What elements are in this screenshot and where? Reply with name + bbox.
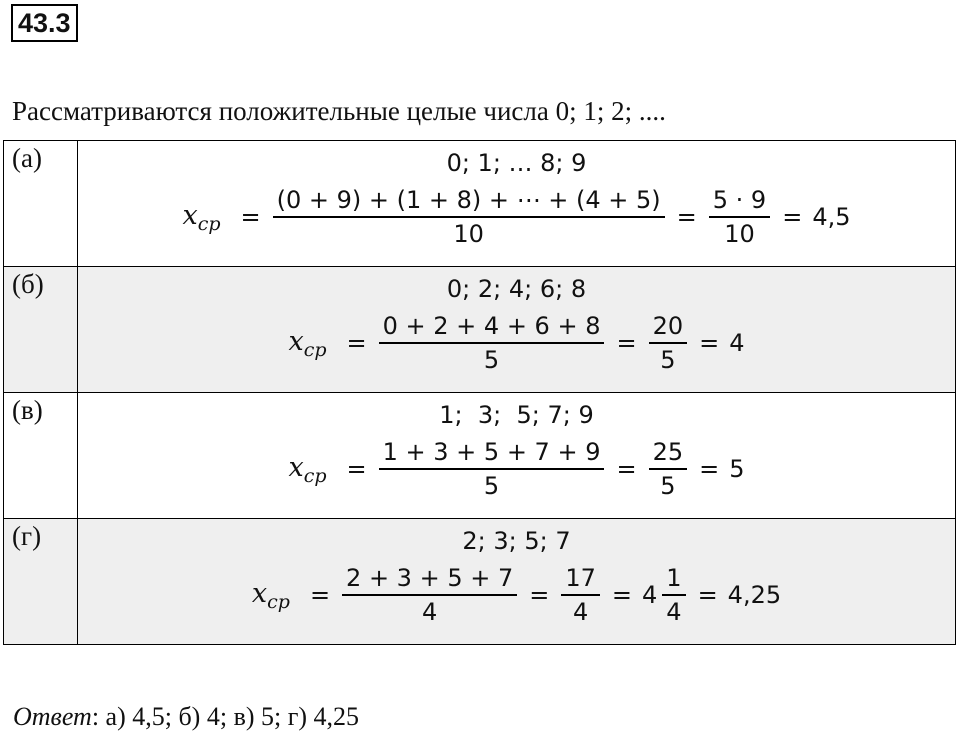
- solution-table: [3, 140, 956, 645]
- mean-result: 5: [729, 455, 745, 483]
- mean-formula: [288, 436, 744, 502]
- equals-sign: =: [346, 455, 367, 483]
- equals-sign: =: [240, 203, 261, 231]
- answer-text: : а) 4,5; б) 4; в) 5; г) 4,25: [91, 702, 360, 731]
- row-content: [78, 393, 956, 519]
- number-sequence: 0; 2; 4; 6; 8: [446, 275, 587, 303]
- simplified-fraction: [561, 562, 600, 628]
- fraction-denominator: 5: [483, 346, 500, 374]
- row-label: (г): [4, 519, 78, 645]
- simplified-fraction: [649, 436, 688, 502]
- equals-sign: =: [346, 329, 367, 357]
- equals-sign: =: [697, 581, 718, 609]
- fraction-numerator: 20: [652, 312, 684, 340]
- fraction-numerator: 1: [666, 564, 682, 592]
- row-content: [78, 519, 956, 645]
- row-label: (в): [4, 393, 78, 519]
- mixed-number: [642, 562, 688, 628]
- mean-formula: [183, 184, 851, 250]
- sum-fraction: [273, 184, 665, 250]
- mixed-whole: 4: [642, 581, 658, 609]
- fraction-denominator: 5: [660, 472, 676, 500]
- mean-formula: [288, 310, 744, 376]
- fraction-denominator: 5: [660, 346, 676, 374]
- fraction-numerator: 2 + 3 + 5 + 7: [346, 564, 514, 592]
- fraction-numerator: 17: [565, 564, 596, 592]
- problem-statement: Рассматриваются положительные целые числа 0; 1; 2; ....: [12, 96, 666, 126]
- fraction-numerator: 1 + 3 + 5 + 7 + 9: [382, 438, 601, 466]
- equals-sign: =: [782, 203, 803, 231]
- equals-sign: =: [309, 581, 331, 609]
- mixed-fraction: [662, 562, 685, 628]
- answer-label: Ответ: [13, 702, 92, 731]
- mean-symbol: $x_{cp}$: [182, 199, 221, 235]
- fraction-denominator: 4: [422, 598, 438, 626]
- equals-sign: =: [699, 455, 720, 483]
- equals-sign: =: [616, 329, 637, 357]
- mean-result: 4,5: [812, 203, 851, 231]
- table-row: [4, 393, 956, 519]
- number-sequence: 2; 3; 5; 7: [462, 527, 571, 555]
- mean-symbol: $x_{cp}$: [288, 451, 327, 487]
- equals-sign: =: [699, 329, 720, 357]
- sum-fraction: [379, 310, 605, 376]
- row-content: [78, 267, 956, 393]
- fraction-numerator: 25: [652, 438, 684, 466]
- table-row: [4, 519, 956, 645]
- fraction-denominator: 10: [453, 220, 484, 248]
- mean-symbol: $x_{cp}$: [251, 577, 290, 613]
- sum-fraction: [342, 562, 517, 628]
- equals-sign: =: [529, 581, 550, 609]
- fraction-denominator: 4: [572, 598, 589, 626]
- row-label: (а): [4, 141, 78, 267]
- answer-line: [13, 702, 359, 732]
- mean-formula: [252, 562, 781, 628]
- sum-fraction: [379, 436, 605, 502]
- row-content: [78, 141, 956, 267]
- mean-result: 4,25: [727, 581, 782, 609]
- fraction-denominator: 5: [483, 472, 500, 500]
- table-row: [4, 267, 956, 393]
- simplified-fraction: [709, 184, 770, 250]
- mean-result: 4: [729, 329, 745, 357]
- fraction-numerator: 5 · 9: [712, 186, 767, 214]
- mean-symbol: $x_{cp}$: [288, 325, 327, 361]
- fraction-numerator: 0 + 2 + 4 + 6 + 8: [382, 312, 601, 340]
- row-label: (б): [4, 267, 78, 393]
- number-sequence: 0; 1; … 8; 9: [446, 149, 587, 177]
- problem-number: 43.3: [11, 4, 78, 42]
- fraction-denominator: 10: [724, 220, 755, 248]
- fraction-denominator: 4: [666, 598, 682, 626]
- simplified-fraction: [649, 310, 688, 376]
- equals-sign: =: [676, 203, 697, 231]
- equals-sign: =: [616, 455, 637, 483]
- table-row: [4, 141, 956, 267]
- equals-sign: =: [611, 581, 632, 609]
- fraction-numerator: (0 + 9) + (1 + 8) + ⋯ + (4 + 5): [276, 186, 661, 214]
- number-sequence: 1; 3; 5; 7; 9: [439, 401, 594, 429]
